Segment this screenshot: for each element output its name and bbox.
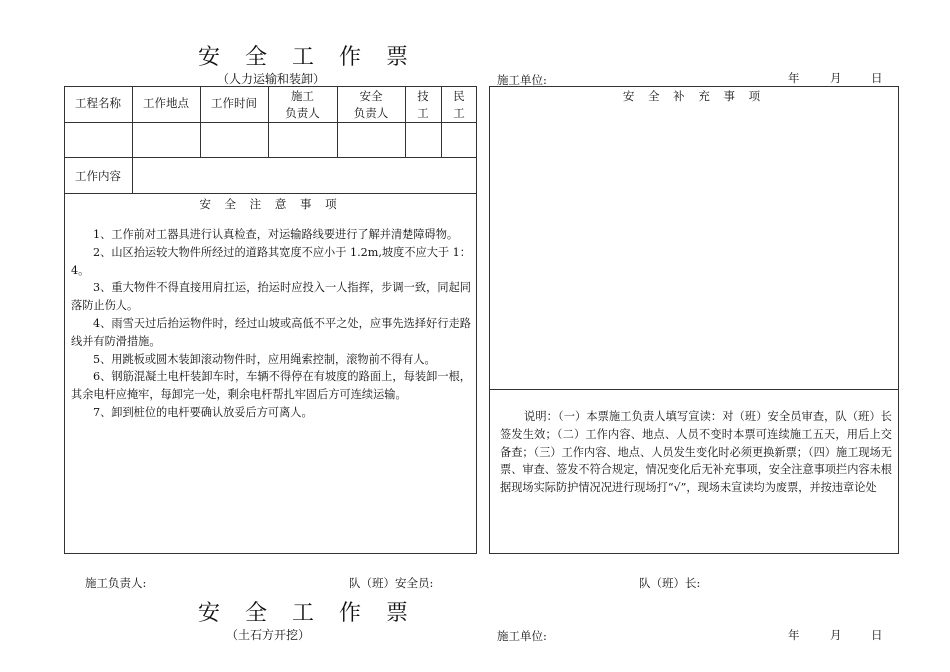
col-project-name: 工程名称 xyxy=(75,96,121,110)
field-project-name[interactable] xyxy=(64,123,132,157)
safety-notes-list xyxy=(71,226,471,422)
construction-unit-label: 施工单位: xyxy=(497,73,547,87)
supplement-field[interactable] xyxy=(495,110,893,386)
explanation-text: 说明：（一）本票施工负责人填写宣读：对（班）安全员审查，队（班）长签发生效；（二）工作内容、地点、人员不变时本票可连续施工五天，用后上交备查；（三）工作内容、地点、人员发生变化时必须更换新票；（四）施工现场无票、审查、签发不符合规定，情况变化后无补充事项，安全注意事项拦内容未根据现场实际防护情况况进行现场打“√”，现场未宣读均为废票，并按违章论处 xyxy=(500,410,892,495)
safety-note: 5、用跳板或圆木装卸滚动物件时，应用绳索控制，滚物前不得有人。 xyxy=(93,352,436,366)
field-safety-leader[interactable] xyxy=(338,123,405,157)
month-label: 月 xyxy=(830,71,842,85)
work-content-label: 工作内容 xyxy=(75,169,121,183)
field-technicians[interactable] xyxy=(406,123,441,157)
day-label: 日 xyxy=(871,71,883,85)
form2-year-label: 年 xyxy=(788,628,800,642)
sign-safety-officer: 队（班）安全员: xyxy=(349,576,434,590)
form2-subtitle: （土石方开挖） xyxy=(226,628,311,642)
field-work-time[interactable] xyxy=(201,123,268,157)
form-title: 安 全 工 作 票 xyxy=(198,45,417,70)
col-work-time: 工作时间 xyxy=(211,96,257,110)
col-safety-leader: 安全 负责人 xyxy=(353,89,389,120)
form2-construction-unit-label: 施工单位: xyxy=(497,629,547,643)
field-work-content[interactable] xyxy=(133,158,477,193)
field-laborers[interactable] xyxy=(442,123,477,157)
col-laborers: 民 工 xyxy=(453,89,465,120)
supplement-heading: 安 全 补 充 事 项 xyxy=(622,89,766,103)
safety-note: 1、工作前对工器具进行认真检查，对运输路线要进行了解并清楚障碍物。 xyxy=(93,228,459,241)
form2-day-label: 日 xyxy=(871,628,883,642)
safety-note: 7、卸到桩位的电杆要确认放妥后方可离人。 xyxy=(93,405,313,419)
col-work-location: 工作地点 xyxy=(143,96,189,110)
safety-note: 6、钢筋混凝土电杆装卸车时，车辆不得停在有坡度的路面上，每装卸一根，其余电杆应掩牢，每卸完一处，剩余电杆帮扎牢固后方可连续运输。 xyxy=(71,370,471,402)
sign-construction-leader: 施工负责人: xyxy=(85,576,147,590)
safety-note: 4、雨雪天过后抬运物件时，经过山坡或高低不平之处，应事先选择好行走路线并有防滑措施。 xyxy=(71,316,471,348)
safety-note: 2、山区抬运较大物件所经过的道路其宽度不应小于 1.2m,坡度不应大于 1：4。 xyxy=(71,245,471,277)
safety-note: 3、重大物件不得直接用肩扛运，抬运时应投入一人指挥，步调一致，同起同落防止伤人。 xyxy=(71,281,471,313)
form2-title: 安 全 工 作 票 xyxy=(198,601,417,626)
col-construction-leader: 施工 负责人 xyxy=(285,89,320,120)
sign-team-captain: 队（班）长: xyxy=(639,576,701,590)
field-construction-leader[interactable] xyxy=(269,123,337,157)
col-technicians: 技 工 xyxy=(417,89,429,120)
form2-month-label: 月 xyxy=(830,628,842,642)
field-work-location[interactable] xyxy=(133,123,200,157)
form-subtitle: （人力运输和装卸） xyxy=(217,72,326,86)
safety-notes-heading: 安 全 注 意 事 项 xyxy=(199,197,342,211)
year-label: 年 xyxy=(788,71,800,85)
